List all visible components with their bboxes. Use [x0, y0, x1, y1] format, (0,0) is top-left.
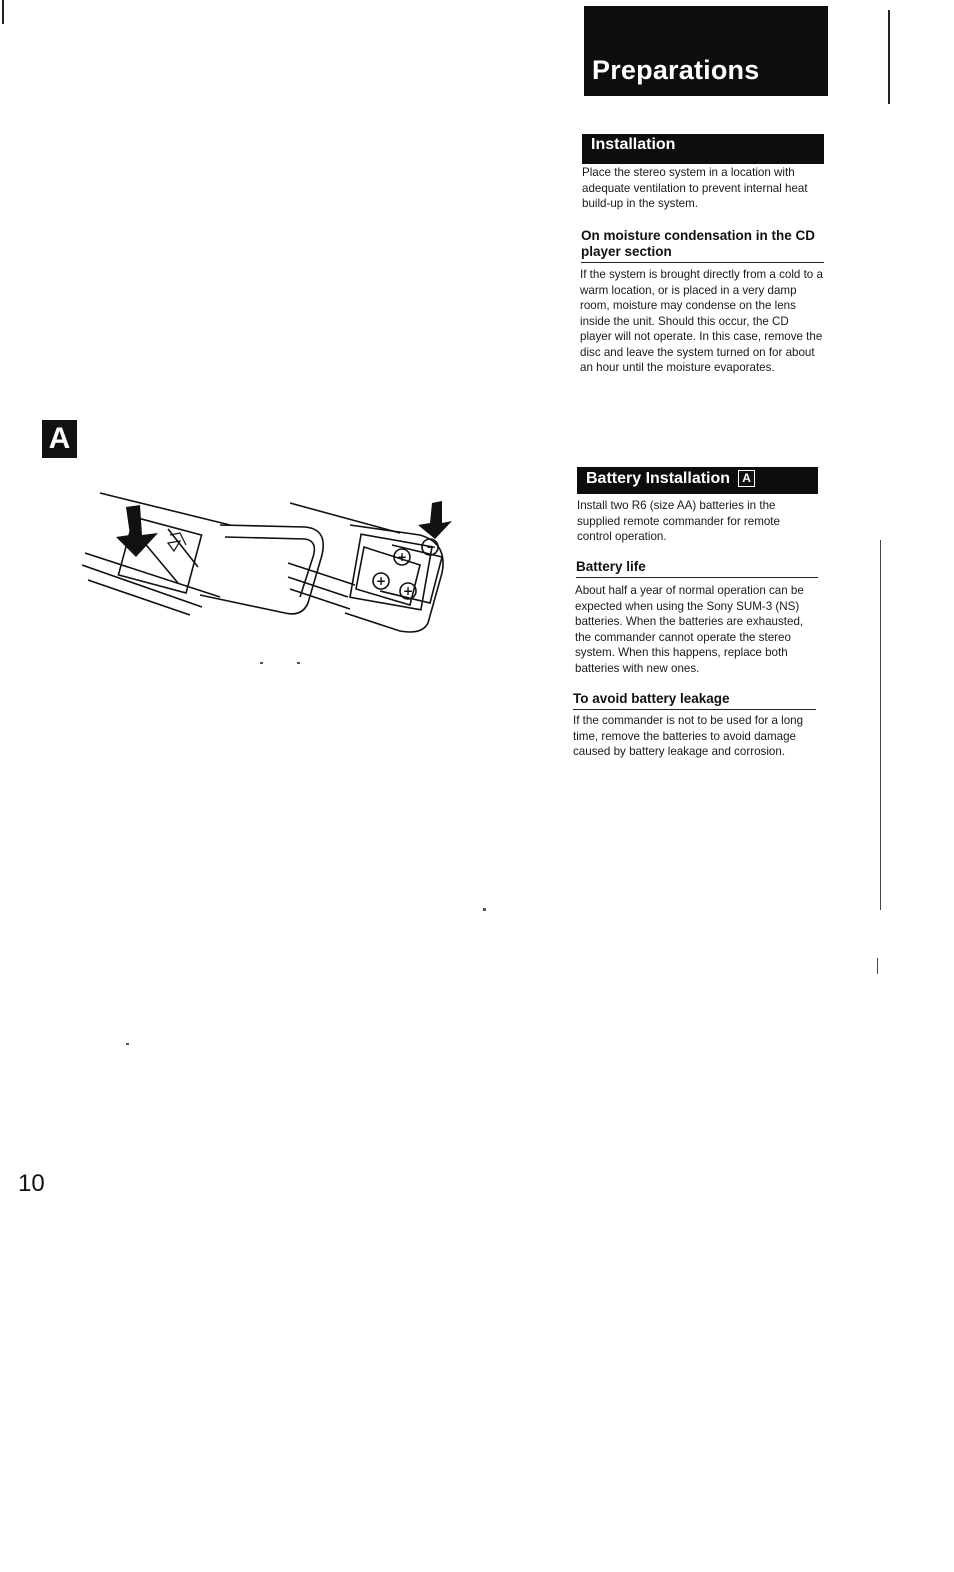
scan-speck	[260, 662, 263, 664]
insert-arrow-right	[418, 501, 452, 539]
margin-rule-right-top	[888, 10, 890, 104]
installation-heading	[582, 134, 824, 164]
battery-installation-figure-badge: A	[738, 470, 755, 487]
scan-speck	[126, 1043, 129, 1045]
battery-installation-heading	[577, 467, 818, 494]
figure-a-label: A	[42, 420, 77, 458]
margin-rule-right-low	[877, 958, 878, 974]
page-number: 10	[18, 1170, 45, 1197]
svg-text:+: +	[397, 550, 408, 564]
scan-speck	[297, 662, 300, 664]
battery-life-heading: Battery life	[576, 559, 818, 578]
battery-life-text: About half a year of normal operation can be expected when using the Sony SUM-3 (NS) batteries. When the batteries are exhausted, the commander cannot operate the stereo system. When this happens, replace both batteries with new ones.	[575, 584, 804, 675]
installation-text: Place the stereo system in a location with adequate ventilation to prevent internal heat build-up in the system.	[582, 166, 808, 210]
svg-text:−: −	[426, 540, 437, 554]
moisture-text: If the system is brought directly from a cold to a warm location, or is placed in a very damp room, moisture may condense on the lens inside the unit. Should this occur, the CD player will not operate. In this case, remove the disc and leave the system turned on for about an hour until the moisture evaporates.	[580, 268, 823, 374]
margin-rule-right-mid	[880, 540, 881, 910]
svg-text:+: +	[376, 574, 387, 588]
margin-mark	[2, 0, 4, 24]
leakage-heading: To avoid battery leakage	[573, 691, 816, 710]
svg-text:+: +	[403, 584, 414, 598]
page-title-banner	[584, 6, 828, 96]
installation-heading-label: Installation	[591, 136, 676, 153]
page-title: Preparations	[592, 55, 760, 85]
leakage-text: If the commander is not to be used for a long time, remove the batteries to avoid damage caused by battery leakage and corrosion.	[573, 714, 804, 758]
remote-battery-illustration	[80, 485, 460, 640]
battery-installation-text: Install two R6 (size AA) batteries in the supplied remote commander for remote control operation.	[577, 499, 780, 543]
battery-installation-heading-label: Battery Installation	[586, 470, 731, 487]
insert-arrow-left	[116, 505, 158, 557]
moisture-heading: On moisture condensation in the CD player section	[581, 228, 824, 263]
scan-speck	[483, 908, 486, 911]
